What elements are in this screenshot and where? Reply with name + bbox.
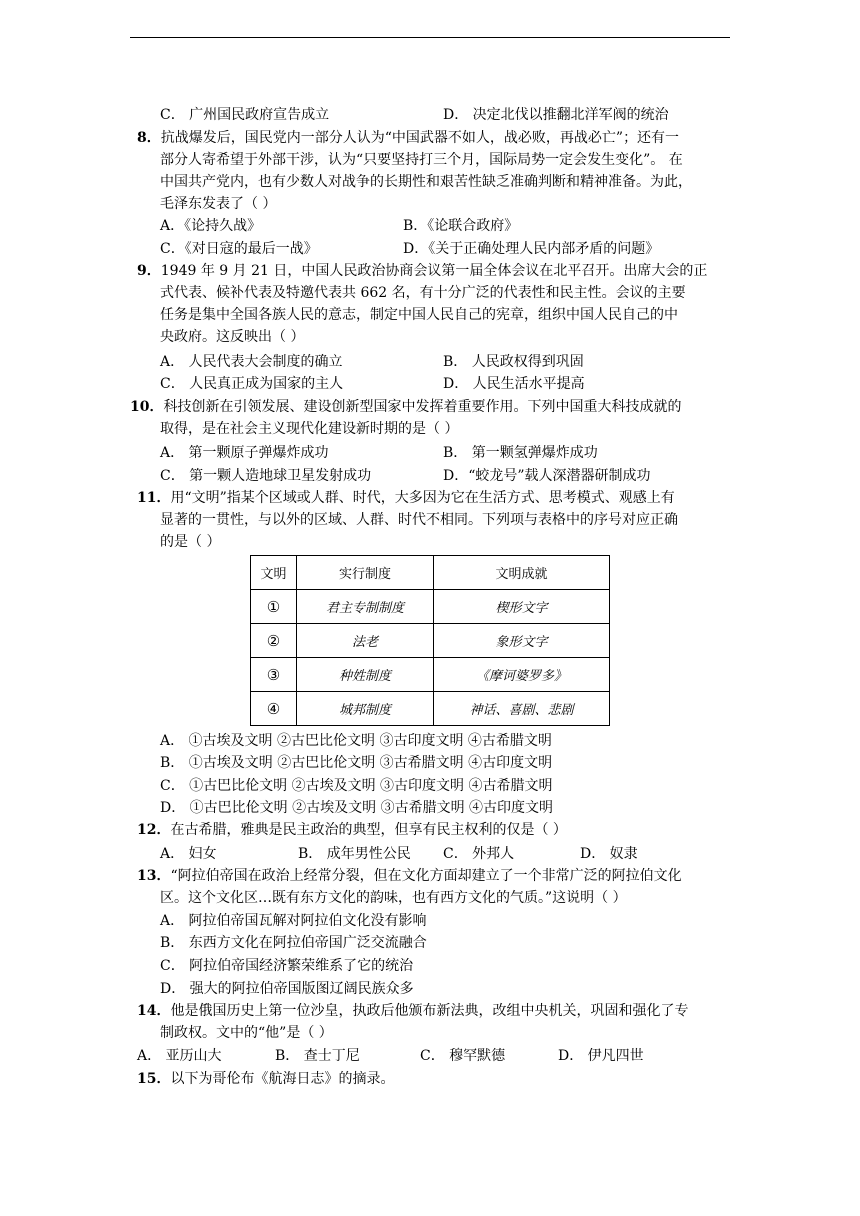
q14-option-d: D． 伊凡四世 [558,1048,644,1064]
q15-line-1: 15．以下为哥伦布《航海日志》的摘录。 [137,1071,395,1087]
table-row [251,590,610,624]
table-cell: 楔形文字 [434,590,610,624]
q8-line-2: 部分人寄希望于外部干涉，认为“只要坚持打三个月，国际局势一定会发生变化”。 在 [160,152,683,168]
q13-line-2: 区。这个文化区…既有东方文化的韵味，也有西方文化的气质。”这说明（ ） [160,890,627,906]
q12-number: 12． [137,822,171,838]
q9-line-3: 任务是集中全国各族人民的意志，制定中国人民自己的宪章，组织中国人民自己的中 [160,307,678,323]
table-header: 实行制度 [297,556,434,590]
q10-option-a: A． 第一颗原子弹爆炸成功 [160,445,329,461]
table-row [251,658,610,692]
q11-option-c: C． ①古巴比伦文明 ②古埃及文明 ③古印度文明 ④古希腊文明 [160,778,553,794]
q14-option-c: C． 穆罕默德 [420,1048,506,1064]
table-cell: ① [251,590,297,624]
q15-number: 15． [137,1071,171,1087]
q12-option-a: A． 妇女 [160,846,217,862]
q11-line-2: 显著的一贯性，与以外的区域、人群、时代不相同。下列项与表格中的序号对应正确 [160,512,678,528]
q9-number: 9． [137,263,161,279]
table-cell: 《摩诃婆罗多》 [434,658,610,692]
q8-line-4: 毛泽东发表了（ ） [160,196,277,212]
table-cell: ② [251,624,297,658]
table-row [251,692,610,726]
q14-option-b: B． 查士丁尼 [275,1048,360,1064]
table-row [251,624,610,658]
q8-option-d: D．《关于正确处理人民内部矛盾的问题》 [403,241,660,257]
q8-line-3: 中国共产党内，也有少数人对战争的长期性和艰苦性缺乏准确判断和精神准备。为此， [160,174,692,190]
q9-option-d: D． 人民生活水平提高 [443,376,585,392]
q14-line-1: 14．他是俄国历史上第一位沙皇，执政后他颁布新法典，改组中央机关，巩固和强化了专 [137,1003,689,1019]
q10-option-c: C． 第一颗人造地球卫星发射成功 [160,468,372,484]
q13-option-c: C． 阿拉伯帝国经济繁荣维系了它的统治 [160,958,414,974]
q12-option-c: C． 外邦人 [443,846,515,862]
table-cell: 象形文字 [434,624,610,658]
q11-number: 11． [137,490,171,506]
q11-option-d: D． ①古巴比伦文明 ②古埃及文明 ③古希腊文明 ④古印度文明 [160,800,554,816]
q13-line-1: 13．“阿拉伯帝国在政治上经常分裂，但在文化方面却建立了一个非常广泛的阿拉伯文化 [137,868,682,884]
q13-option-d: D． 强大的阿拉伯帝国版图辽阔民族众多 [160,981,414,997]
q9-line-1: 9．1949 年 9 月 21 日，中国人民政治协商会议第一届全体会议在北平召开。出席大会的正 [137,263,708,279]
table-header: 文明 [251,556,297,590]
q13-option-b: B． 东西方文化在阿拉伯帝国广泛交流融合 [160,935,427,951]
table-cell: 法老 [297,624,434,658]
q9-option-b: B． 人民政权得到巩固 [443,354,584,370]
q10-option-b: B． 第一颗氢弹爆炸成功 [443,445,598,461]
q8-option-a: A．《论持久战》 [160,218,262,234]
table-header-row [251,556,610,590]
q10-number: 10． [130,399,164,415]
q11-option-b: B． ①古埃及文明 ②古巴比伦文明 ③古希腊文明 ④古印度文明 [160,755,553,771]
table-cell: 君主专制制度 [297,590,434,624]
q7-option-c: C． 广州国民政府宣告成立 [160,107,330,123]
q9-option-c: C． 人民真正成为国家的主人 [160,376,344,392]
q12-line-1: 12．在古希腊，雅典是民主政治的典型，但享有民主权利的仅是（ ） [137,822,567,838]
q10-line-1: 10．科技创新在引领发展、建设创新型国家中发挥着重要作用。下列中国重大科技成就的 [130,399,682,415]
table-cell: ③ [251,658,297,692]
table-cell: 城邦制度 [297,692,434,726]
q14-option-a: A． 亚历山大 [137,1048,222,1064]
q13-option-a: A． 阿拉伯帝国瓦解对阿拉伯文化没有影响 [160,913,427,929]
q8-line-1: 8．抗战爆发后，国民党内一部分人认为“中国武器不如人，战必败，再战必亡”；还有一 [137,130,680,146]
q7-option-d: D． 决定北伐以推翻北洋军阀的统治 [443,107,669,123]
civilization-table [250,555,610,726]
q14-line-2: 制政权。文中的“他”是（ ） [160,1025,333,1041]
q11-line-1: 11．用“文明”指某个区域或人群、时代，大多因为它在生活方式、思考模式、观感上有 [137,490,675,506]
q8-option-c: C．《对日寇的最后一战》 [160,241,318,257]
q9-option-a: A． 人民代表大会制度的确立 [160,354,343,370]
q12-option-d: D． 奴隶 [580,846,638,862]
q12-option-b: B． 成年男性公民 [298,846,411,862]
q13-number: 13． [137,868,171,884]
q11-option-a: A． ①古埃及文明 ②古巴比伦文明 ③古印度文明 ④古希腊文明 [160,733,552,749]
table-header: 文明成就 [434,556,610,590]
q9-line-2: 式代表、候补代表及特邀代表共 662 名，有十分广泛的代表性和民主性。会议的主要 [160,285,686,301]
q9-line-4: 央政府。这反映出（ ） [160,329,305,345]
q11-line-3: 的是（ ） [160,534,221,550]
q8-number: 8． [137,130,161,146]
table-cell: 种姓制度 [297,658,434,692]
header-rule [130,37,730,38]
q10-option-d: D．“蛟龙号”载人深潜器研制成功 [443,468,651,484]
q10-line-2: 取得，是在社会主义现代化建设新时期的是（ ） [160,421,459,437]
q8-option-b: B．《论联合政府》 [403,218,519,234]
table-cell: ④ [251,692,297,726]
q14-number: 14． [137,1003,171,1019]
table-cell: 神话、喜剧、悲剧 [434,692,610,726]
